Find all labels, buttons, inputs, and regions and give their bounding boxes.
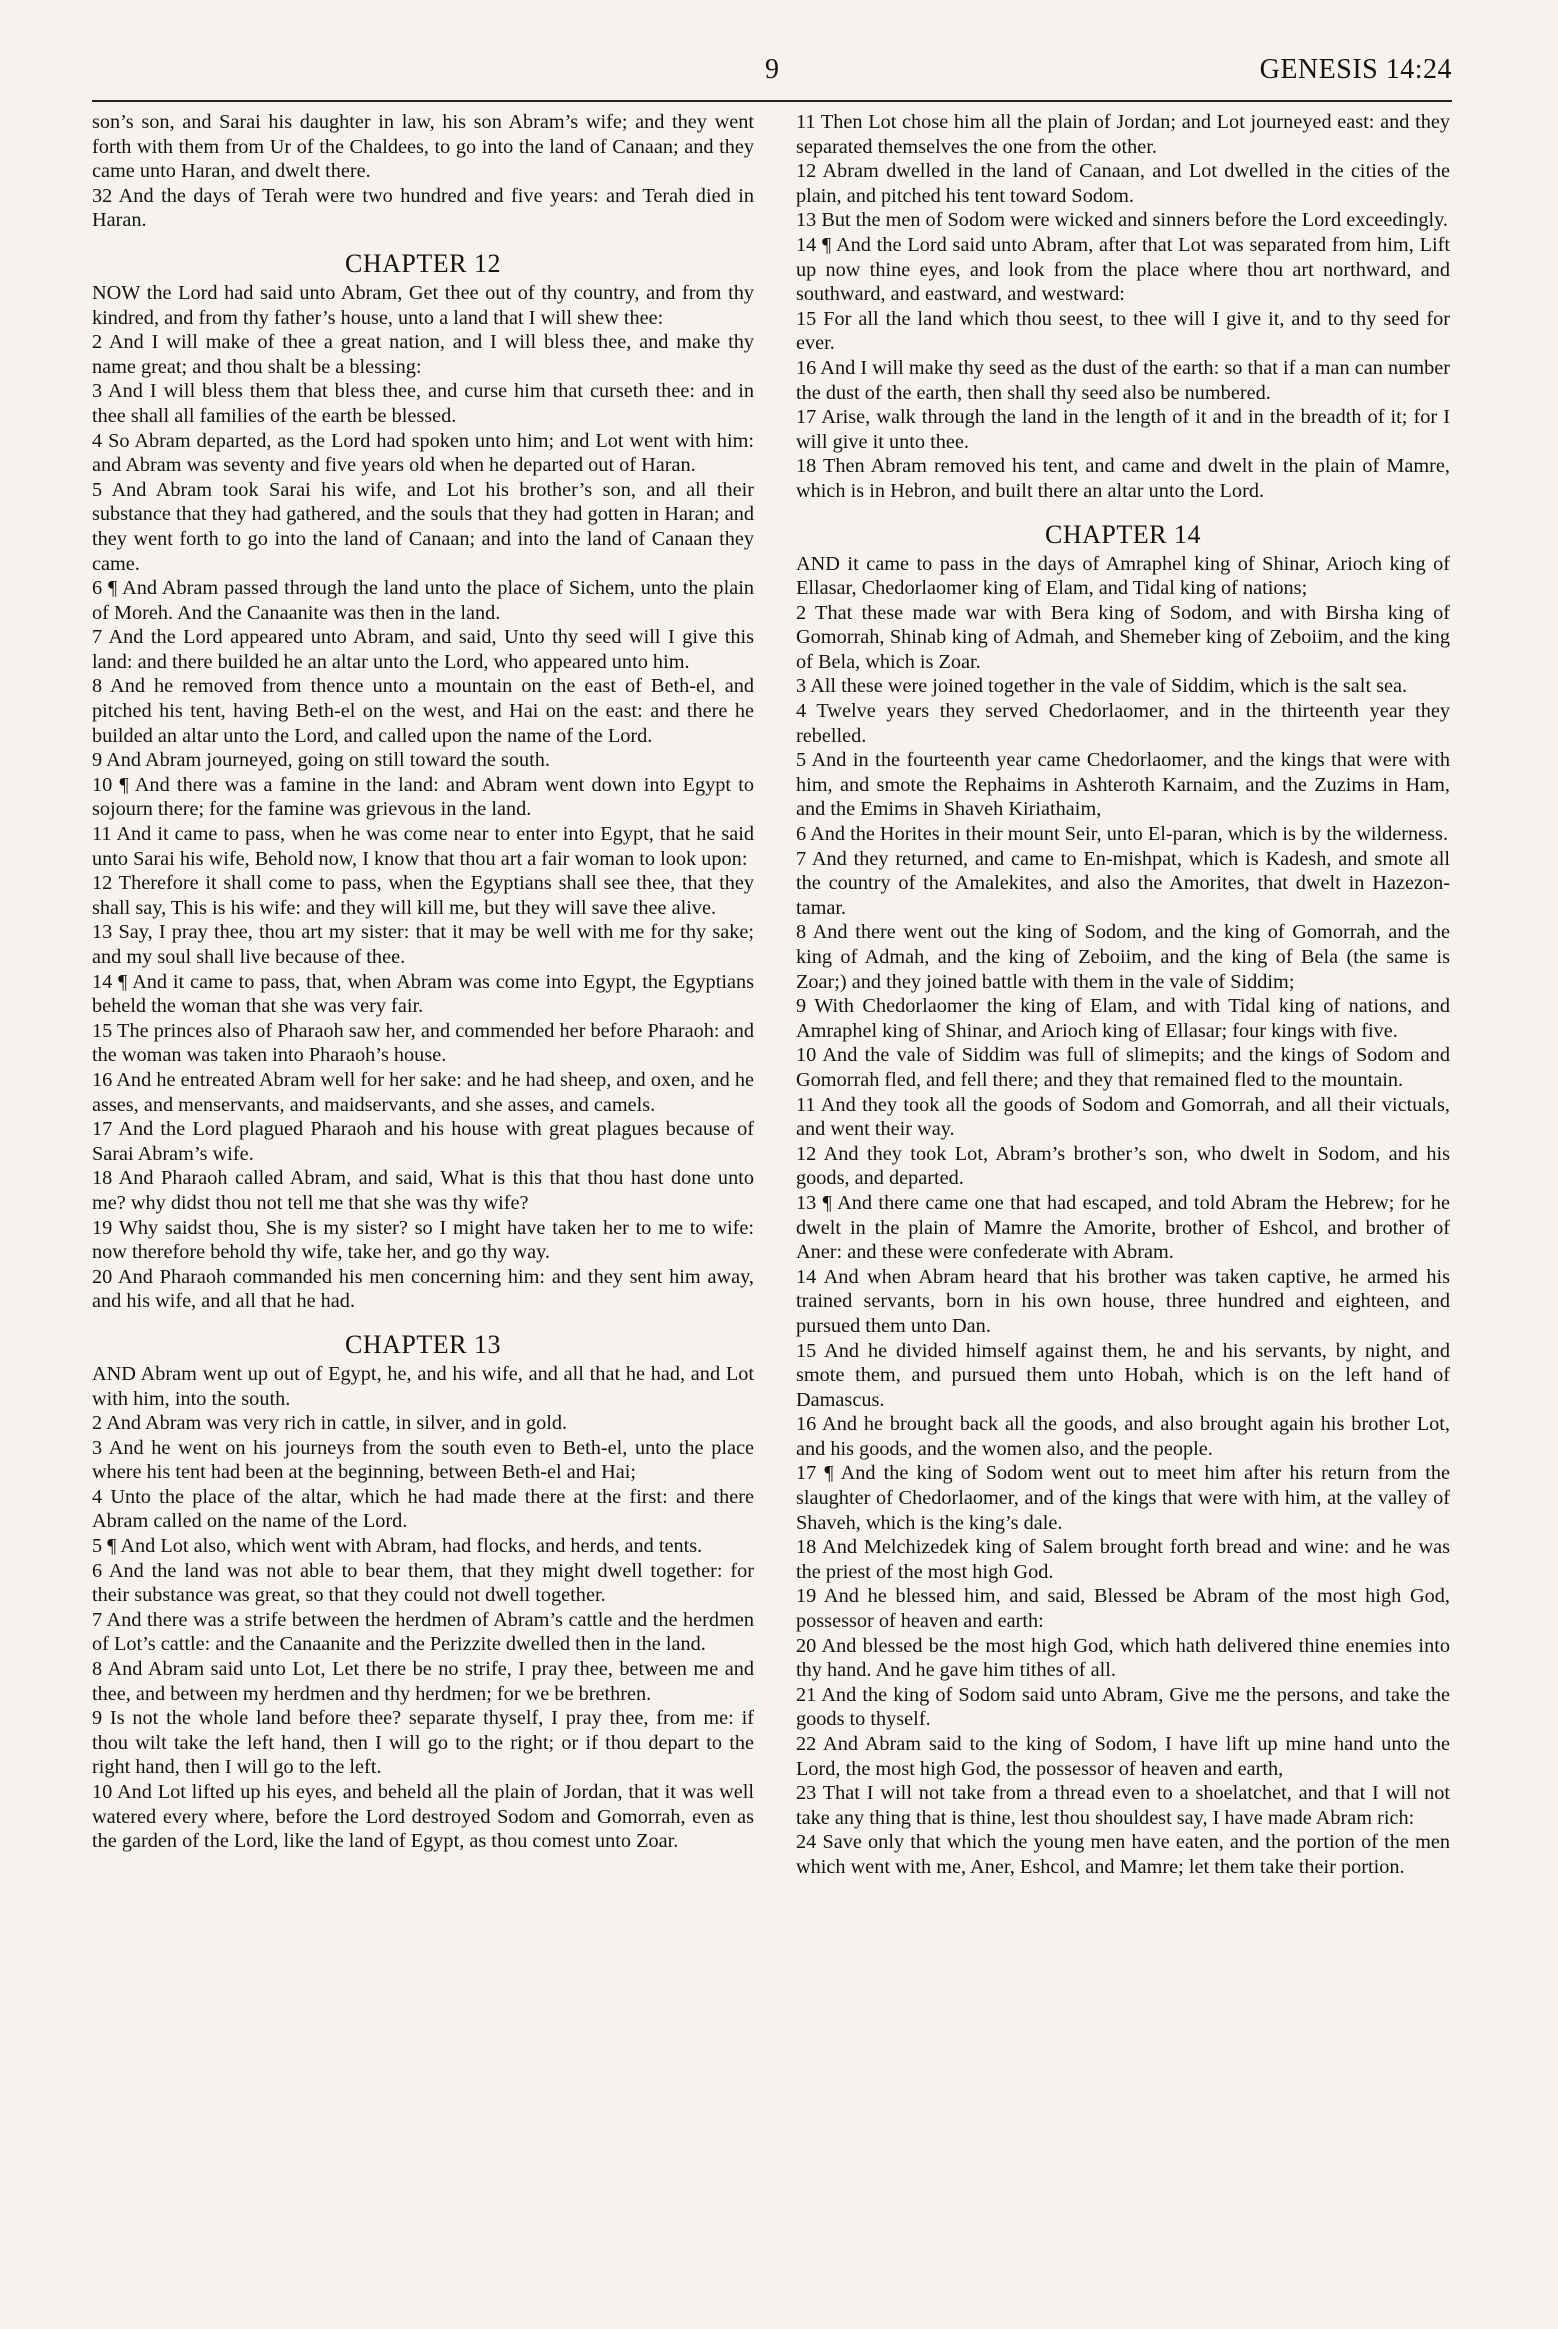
verse-paragraph: 7 And they returned, and came to En-mishpat, which is Kadesh, and smote all the country of the Amalekites, and also the Amorites, that dwelt in Hazezon-tamar. <box>796 847 1450 919</box>
verse-paragraph: 14 ¶ And it came to pass, that, when Abram was come into Egypt, the Egyptians beheld the woman that she was very fair. <box>92 970 754 1018</box>
verse-paragraph: 23 That I will not take from a thread even to a shoelatchet, and that I will not take any thing that is thine, lest thou shouldest say, I have made Abram rich: <box>796 1782 1450 1829</box>
right-column <box>796 110 1450 1880</box>
verse-paragraph: 14 ¶ And the Lord said unto Abram, after that Lot was separated from him, Lift up now thine eyes, and look from the place where thou art northward, and southward, and eastward, and westward: <box>796 233 1450 306</box>
verse-paragraph: 6 And the Horites in their mount Seir, unto El-paran, which is by the wilderness. <box>796 823 1449 846</box>
verse-paragraph: 12 Therefore it shall come to pass, when the Egyptians shall see thee, that they shall say, This is his wife: and they will kill me, but they will save thee alive. <box>92 872 754 919</box>
verse-paragraph: 13 But the men of Sodom were wicked and sinners before the Lord exceedingly. <box>796 209 1448 232</box>
verse-paragraph: 4 Twelve years they served Chedorlaomer, and in the thirteenth year they rebelled. <box>796 700 1450 747</box>
verse-paragraph: 5 And in the fourteenth year came Chedorlaomer, and the kings that were with him, and smote the Rephaims in Ashteroth Karnaim, and the Zuzims in Ham, and the Emims in Shaveh Kiriathaim, <box>796 749 1450 821</box>
verse-paragraph: 8 And Abram said unto Lot, Let there be no strife, I pray thee, between me and thee, and between my herdmen and thy herdmen; for we be brethren. <box>92 1658 754 1705</box>
verse-paragraph: 12 And they took Lot, Abram’s brother’s son, who dwelt in Sodom, and his goods, and departed. <box>796 1142 1450 1190</box>
left-column <box>92 110 754 1854</box>
verse-paragraph: 16 And he entreated Abram well for her sake: and he had sheep, and oxen, and he asses, and menservants, and maidservants, and she asses, and camels. <box>92 1068 754 1116</box>
verse-paragraph: 15 For all the land which thou seest, to thee will I give it, and to thy seed for ever. <box>796 307 1450 355</box>
verse-paragraph: 18 Then Abram removed his tent, and came and dwelt in the plain of Mamre, which is in Hebron, and built there an altar unto the Lord. <box>796 455 1450 502</box>
verse-paragraph: 10 And Lot lifted up his eyes, and beheld all the plain of Jordan, that it was well watered every where, before the Lord destroyed Sodom and Gomorrah, even as the garden of the Lord, like the land of Egypt, as thou comest unto Zoar. <box>92 1781 754 1853</box>
verse-paragraph: 24 Save only that which the young men have eaten, and the portion of the men which went with me, Aner, Eshcol, and Mamre; let them take their portion. <box>796 1831 1450 1878</box>
verse-paragraph: 8 And there went out the king of Sodom, and the king of Gomorrah, and the king of Admah, and the king of Zeboiim, and the king of Bela (the same is Zoar;) and they joined battle with them in the vale of Siddim; <box>796 921 1450 993</box>
verse-paragraph: 12 Abram dwelled in the land of Canaan, and Lot dwelled in the cities of the plain, and pitched his tent toward Sodom. <box>796 160 1450 207</box>
verse-paragraph: 9 With Chedorlaomer the king of Elam, and with Tidal king of nations, and Amraphel king of Shinar, and Arioch king of Ellasar; four kings with five. <box>796 995 1450 1042</box>
verse-paragraph: 20 And blessed be the most high God, which hath delivered thine enemies into thy hand. And he gave him tithes of all. <box>796 1634 1450 1682</box>
chapter-heading: CHAPTER 12 <box>345 248 501 278</box>
verse-paragraph: 19 And he blessed him, and said, Blessed be Abram of the most high God, possessor of heaven and earth: <box>796 1585 1450 1633</box>
verse-paragraph: AND Abram went up out of Egypt, he, and his wife, and all that he had, and Lot with him, into the south. <box>92 1362 754 1410</box>
verse-paragraph: 3 And he went on his journeys from the south even to Beth-el, unto the place where his tent had been at the beginning, between Beth-el and Hai; <box>92 1436 754 1484</box>
verse-paragraph: 21 And the king of Sodom said unto Abram, Give me the persons, and take the goods to thyself. <box>796 1683 1450 1731</box>
verse-paragraph: 13 ¶ And there came one that had escaped, and told Abram the Hebrew; for he dwelt in the plain of Mamre the Amorite, brother of Eshcol, and brother of Aner: and these were confederate with Abram. <box>796 1191 1450 1264</box>
verse-paragraph: 7 And there was a strife between the herdmen of Abram’s cattle and the herdmen of Lot’s cattle: and the Canaanite and the Perizzite dwelled then in the land. <box>92 1608 754 1656</box>
verse-paragraph: 22 And Abram said to the king of Sodom, I have lift up mine hand unto the Lord, the most high God, the possessor of heaven and earth, <box>796 1733 1450 1780</box>
verse-paragraph: 11 Then Lot chose him all the plain of Jordan; and Lot journeyed east: and they separated themselves the one from the other. <box>796 111 1450 158</box>
verse-paragraph: 8 And he removed from thence unto a mountain on the east of Beth-el, and pitched his tent, having Beth-el on the west, and Hai on the east: and there he builded an altar unto the Lord, and called upon the name of the Lord. <box>92 675 754 747</box>
verse-paragraph: 3 And I will bless them that bless thee, and curse him that curseth thee: and in thee shall all families of the earth be blessed. <box>92 380 754 427</box>
verse-paragraph: 4 So Abram departed, as the Lord had spoken unto him; and Lot went with him: and Abram was seventy and five years old when he departed out of Haran. <box>92 429 754 477</box>
verse-paragraph: 4 Unto the place of the altar, which he had made there at the first: and there Abram called on the name of the Lord. <box>92 1485 754 1533</box>
verse-paragraph: 16 And he brought back all the goods, and also brought again his brother Lot, and his goods, and the women also, and the people. <box>796 1413 1450 1460</box>
verse-paragraph: 11 And they took all the goods of Sodom and Gomorrah, and all their victuals, and went their way. <box>796 1093 1450 1141</box>
header-rule <box>92 100 1452 102</box>
verse-paragraph: 15 The princes also of Pharaoh saw her, and commended her before Pharaoh: and the woman was taken into Pharaoh’s house. <box>92 1019 754 1067</box>
verse-paragraph: 2 And Abram was very rich in cattle, in silver, and in gold. <box>92 1412 568 1435</box>
verse-paragraph: 19 Why saidst thou, She is my sister? so I might have taken her to me to wife: now therefore behold thy wife, take her, and go thy way. <box>92 1216 754 1264</box>
verse-paragraph: 9 And Abram journeyed, going on still toward the south. <box>92 749 550 772</box>
verse-paragraph: 6 And the land was not able to bear them, that they might dwell together: for their substance was great, so that they could not dwell together. <box>92 1559 754 1607</box>
verse-paragraph: 9 Is not the whole land before thee? separate thyself, I pray thee, from me: if thou wilt take the left hand, then I will go to the right; or if thou depart to the right hand, then I will go to the left. <box>92 1707 754 1779</box>
chapter-heading: CHAPTER 13 <box>345 1329 501 1359</box>
verse-paragraph: 18 And Pharaoh called Abram, and said, What is this that thou hast done unto me? why didst thou not tell me that she was thy wife? <box>92 1167 754 1214</box>
verse-paragraph: 5 And Abram took Sarai his wife, and Lot his brother’s son, and all their substance that they had gathered, and the souls that they had gotten in Haran; and they went forth to go into the land of Canaan; and into the land of Canaan they came. <box>92 478 754 575</box>
verse-paragraph: 11 And it came to pass, when he was come near to enter into Egypt, that he said unto Sarai his wife, Behold now, I know that thou art a fair woman to look upon: <box>92 823 754 870</box>
verse-paragraph: son’s son, and Sarai his daughter in law, his son Abram’s wife; and they went forth with them from Ur of the Chaldees, to go into the land of Canaan; and they came unto Haran, and dwelt there. <box>92 111 754 183</box>
verse-paragraph: 18 And Melchizedek king of Salem brought forth bread and wine: and he was the priest of the most high God. <box>796 1536 1450 1583</box>
verse-paragraph: 7 And the Lord appeared unto Abram, and said, Unto thy seed will I give this land: and there builded he an altar unto the Lord, who appeared unto him. <box>92 626 754 673</box>
verse-paragraph: 5 ¶ And Lot also, which went with Abram, had flocks, and herds, and tents. <box>92 1535 703 1558</box>
page-number: 9 <box>765 54 779 85</box>
verse-paragraph: 17 And the Lord plagued Pharaoh and his house with great plagues because of Sarai Abram’s wife. <box>92 1118 754 1165</box>
verse-paragraph: 13 Say, I pray thee, thou art my sister: that it may be well with me for thy sake; and my soul shall live because of thee. <box>92 921 754 968</box>
verse-paragraph: 2 And I will make of thee a great nation, and I will bless thee, and make thy name great; and thou shalt be a blessing: <box>92 331 754 378</box>
verse-paragraph: 15 And he divided himself against them, he and his servants, by night, and smote them, and pursued them unto Hobah, which is on the left hand of Damascus. <box>796 1339 1450 1411</box>
verse-paragraph: 2 That these made war with Bera king of Sodom, and with Birsha king of Gomorrah, Shinab king of Admah, and Shemeber king of Zeboiim, and the king of Bela, which is Zoar. <box>796 601 1450 673</box>
verse-paragraph: 17 Arise, walk through the land in the length of it and in the breadth of it; for I will give it unto thee. <box>796 406 1450 453</box>
page-header <box>92 52 1452 96</box>
verse-paragraph: 6 ¶ And Abram passed through the land unto the place of Sichem, unto the plain of Moreh. And the Canaanite was then in the land. <box>92 577 754 624</box>
verse-paragraph: 10 ¶ And there was a famine in the land: and Abram went down into Egypt to sojourn there; for the famine was grievous in the land. <box>92 773 754 821</box>
verse-paragraph: 32 And the days of Terah were two hundred and five years: and Terah died in Haran. <box>92 184 754 232</box>
verse-paragraph: 20 And Pharaoh commanded his men concerning him: and they sent him away, and his wife, and all that he had. <box>92 1265 754 1313</box>
verse-paragraph: 16 And I will make thy seed as the dust of the earth: so that if a man can number the dust of the earth, then shall thy seed also be numbered. <box>796 356 1450 404</box>
verse-paragraph: 3 All these were joined together in the vale of Siddim, which is the salt sea. <box>796 675 1408 698</box>
chapter-heading: CHAPTER 14 <box>1045 519 1201 549</box>
running-head: GENESIS 14:24 <box>1259 54 1452 85</box>
verse-paragraph: 17 ¶ And the king of Sodom went out to meet him after his return from the slaughter of Chedorlaomer, and of the kings that were with him, at the valley of Shaveh, which is the king’s dale. <box>796 1462 1450 1534</box>
verse-paragraph: NOW the Lord had said unto Abram, Get thee out of thy country, and from thy kindred, and from thy father’s house, unto a land that I will shew thee: <box>92 281 754 329</box>
verse-paragraph: 10 And the vale of Siddim was full of slimepits; and the kings of Sodom and Gomorrah fled, and fell there; and they that remained fled to the mountain. <box>796 1044 1450 1091</box>
verse-paragraph: 14 And when Abram heard that his brother was taken captive, he armed his trained servants, born in his own house, three hundred and eighteen, and pursued them unto Dan. <box>796 1265 1450 1337</box>
verse-paragraph: AND it came to pass in the days of Amraphel king of Shinar, Arioch king of Ellasar, Chedorlaomer king of Elam, and Tidal king of nations; <box>796 552 1450 600</box>
